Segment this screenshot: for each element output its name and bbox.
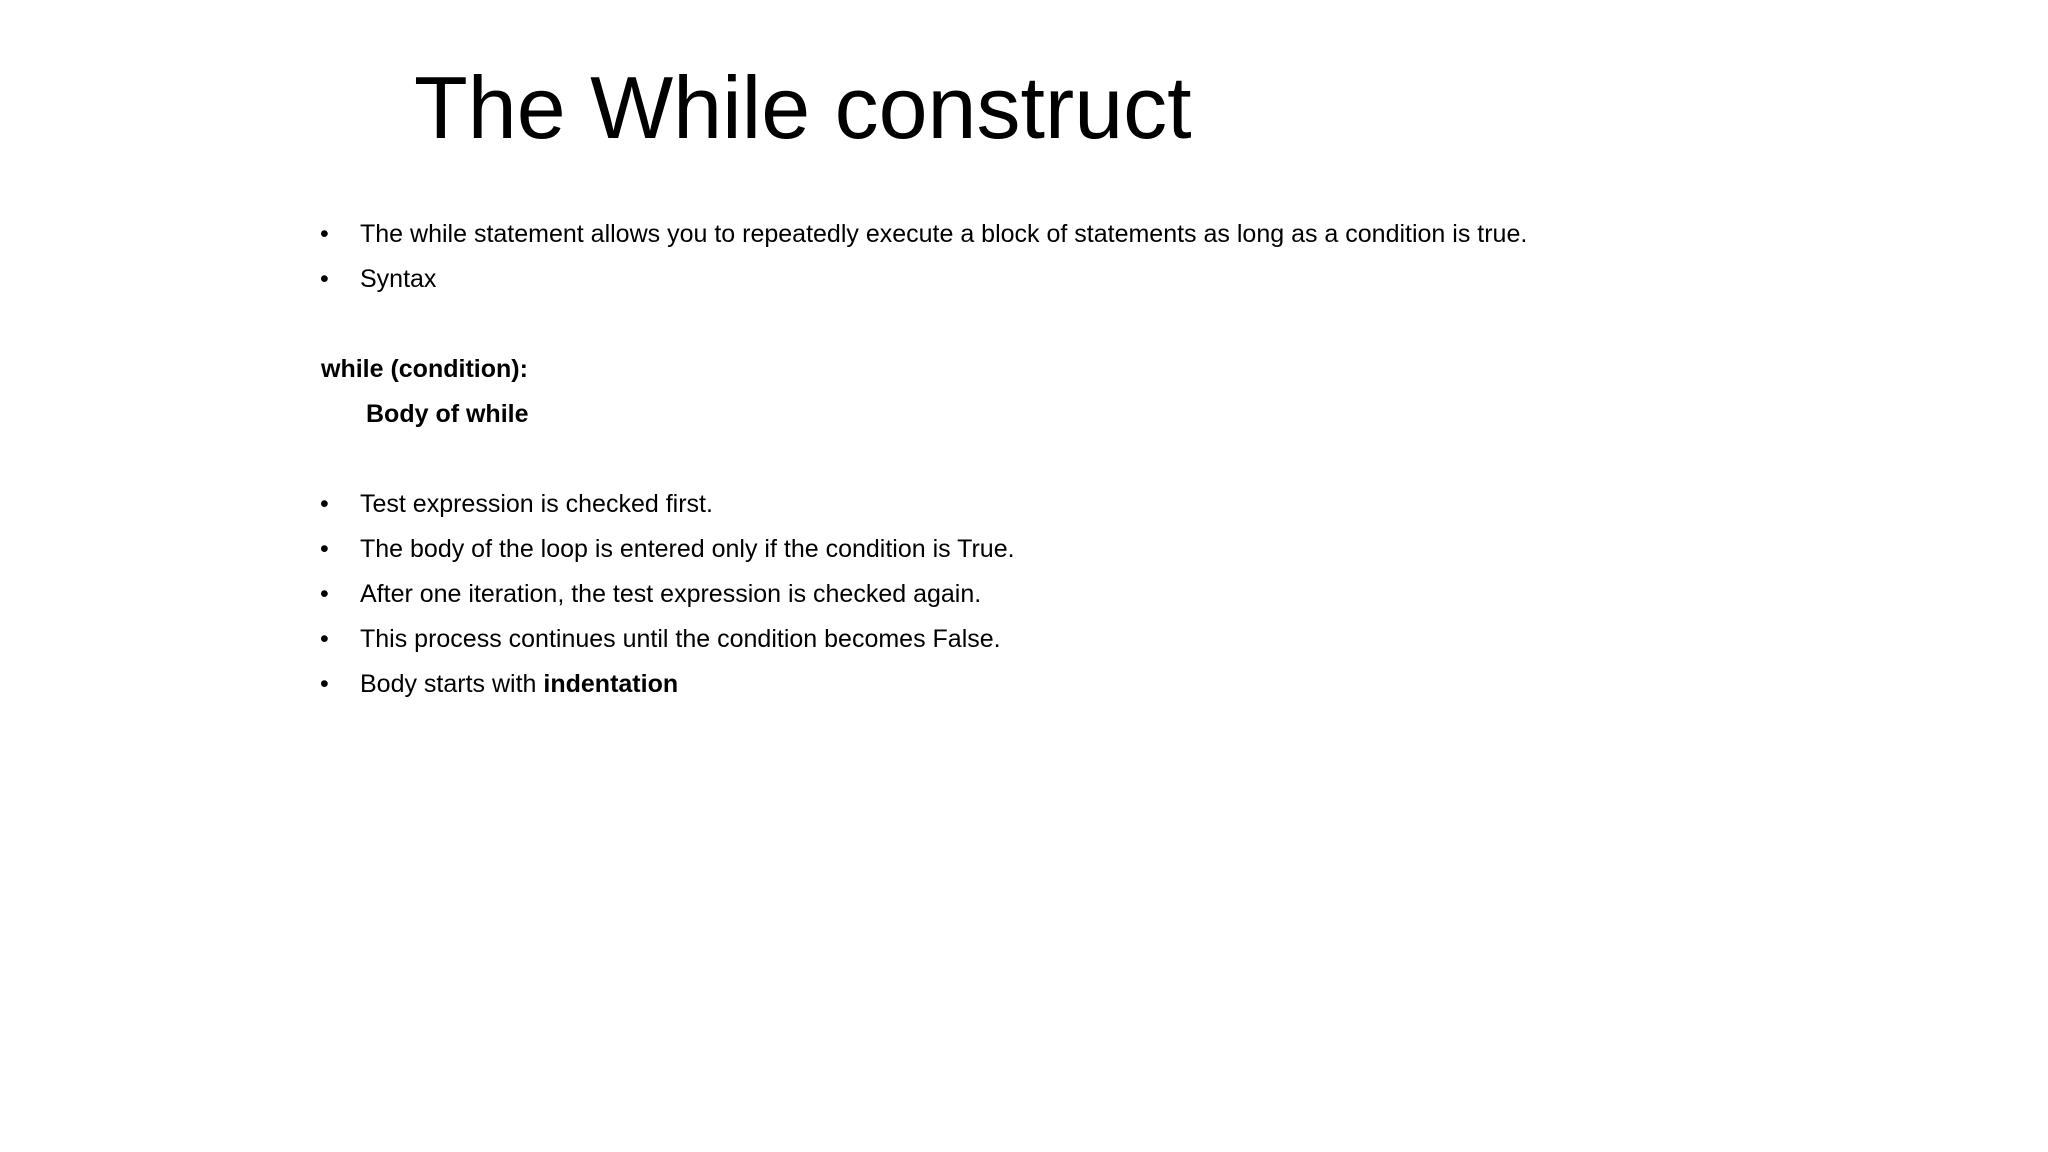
- syntax-line-body: Body of while: [366, 400, 529, 428]
- list-item: Syntax: [360, 265, 437, 293]
- bullet-icon: •: [320, 265, 329, 293]
- list-item: Test expression is checked first.: [360, 490, 713, 518]
- bullet-icon: •: [320, 535, 329, 563]
- list-item-emphasis: indentation: [543, 670, 679, 698]
- bullet-icon: •: [320, 625, 329, 653]
- list-item: After one iteration, the test expression is checked again.: [360, 580, 982, 608]
- list-item: The while statement allows you to repeatedly execute a block of statements as long as a condition is true.: [360, 220, 1528, 248]
- list-item-indentation: [360, 669, 678, 699]
- bullet-icon: •: [320, 670, 329, 698]
- bullet-icon: •: [320, 580, 329, 608]
- bullet-icon: •: [320, 490, 329, 518]
- slide-title: The While construct: [414, 58, 1192, 157]
- list-item-prefix: Body starts with: [360, 670, 544, 698]
- syntax-line-while: while (condition):: [321, 355, 528, 383]
- list-item: This process continues until the condition becomes False.: [360, 625, 1001, 653]
- bullet-icon: •: [320, 220, 329, 248]
- list-item: The body of the loop is entered only if the condition is True.: [360, 535, 1015, 563]
